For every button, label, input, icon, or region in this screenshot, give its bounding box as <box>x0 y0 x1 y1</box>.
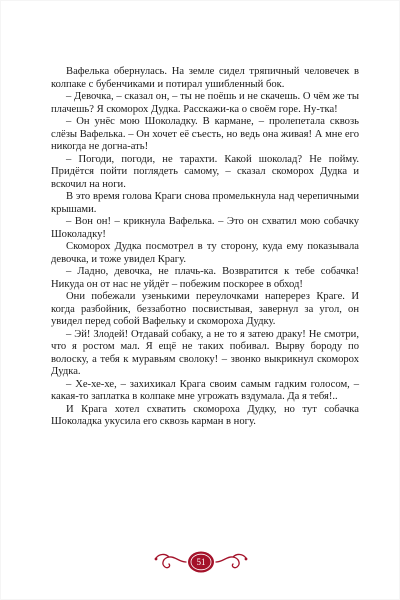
page-footer <box>1 547 400 577</box>
paragraph: – Ладно, девочка, не плачь-ка. Возвратится к тебе собачка! Никуда он от нас не уйдёт – побежим поскорее в обход! <box>51 266 359 290</box>
paragraph: В это время голова Краги снова промелькнула над черепичными крышами. <box>51 191 359 215</box>
paragraph: – Погоди, погоди, не тарахти. Какой шоколад? Не пойму. Придётся пойти поглядеть самому, – сказал скоморох Дудка и вскочил на ноги. <box>51 153 359 190</box>
paragraph: – Хе-хе-хе, – захихикал Крага своим самым гадким голосом, – какая-то заплатка в колпаке мне угрожать вздумала. Да я тебя!.. <box>51 378 359 402</box>
page-number: 51 <box>196 557 206 567</box>
paragraph: Вафелька обернулась. На земле сидел тряпичный человечек в колпаке с бубенчиками и потирал ушибленный бок. <box>51 66 359 90</box>
paragraph: – Вон он! – крикнула Вафелька. – Это он схватил мою собачку Шоколадку! <box>51 216 359 240</box>
paragraph: – Эй! Злодей! Отдавай собаку, а не то я затею драку! Не смотри, что я ростом мал. Я ещё не таких побивал. Вырву бороду по волоску, а тебя к муравьям сволоку! – звонко выкрикнул скоморох Дудка. <box>51 328 359 377</box>
paragraph: И Крага хотел схватить скомороха Дудку, но тут собачка Шоколадка укусила его сквозь карман в ногу. <box>51 403 359 427</box>
paragraph: – Девочка, – сказал он, – ты не поёшь и не скачешь. О чём же ты плачешь? Я скоморох Дудка. Расскажи-ка о своём горе. Ну-тка! <box>51 91 359 115</box>
paragraph: – Он унёс мою Шоколадку. В кармане, – пролепетала сквозь слёзы Вафелька. – Он хочет её съесть, но ведь она живая! А мне его никогда не догна-ать! <box>51 116 359 152</box>
story-text <box>51 66 359 429</box>
paragraph: Они побежали узенькими переулочками наперерез Краге. И когда разбойник, беззаботно посвистывая, завернул за угол, он увидел перед собой Вафельку и скомороха Дудку. <box>51 291 359 327</box>
paragraph: Скоморох Дудка посмотрел в ту сторону, куда ему показывала девочка, и тоже увидел Крагу. <box>51 241 359 265</box>
